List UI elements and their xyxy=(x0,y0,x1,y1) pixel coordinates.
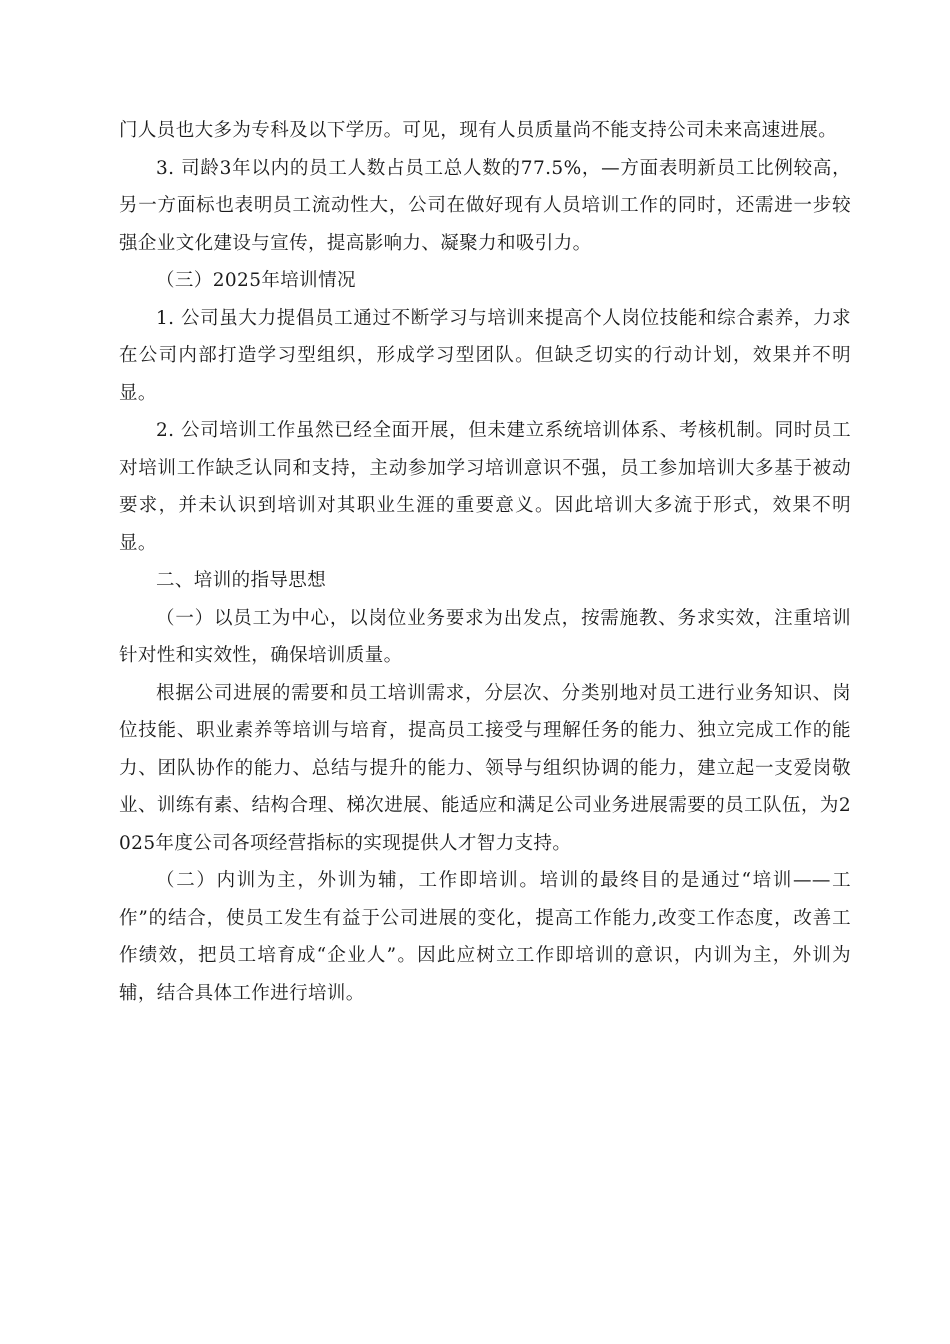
paragraph-subsection-1: （一）以员工为中心，以岗位业务要求为出发点，按需施教、务求实效，注重培训针对性和实效性，确保培训质量。 xyxy=(119,607,851,666)
paragraph-staff-education: 门人员也大多为专科及以下学历。可见，现有人员质量尚不能支持公司未来高速进展。 xyxy=(119,120,838,141)
paragraph-development-needs: 根据公司进展的需要和员工培训需求，分层次、分类别地对员工进行业务知识、岗位技能、职业素养等培训与培育，提高员工接受与理解任务的能力、独立完成工作的能力、团队协作的能力、总结与提升的能力、领导与组织协调的能力，建立起一支爱岗敬业、训练有素、结构合理、梯次进展、能适应和满足公司业务进展需要的员工队伍，为2025年度公司各项经营指标的实现提供人才智力支持。 xyxy=(119,682,851,854)
paragraph-subsection-2: （二）内训为主，外训为辅，工作即培训。培训的最终目的是通过“培训——工作”的结合，使员工发生有益于公司进展的变化，提高工作能力,改变工作态度，改善工作绩效，把员工培育成“企业人”。因此应树立工作即培训的意识，内训为主，外训为辅，结合具体工作进行培训。 xyxy=(119,870,851,1004)
section-heading-2025-training: （三）2025年培训情况 xyxy=(156,270,356,291)
document-body xyxy=(119,112,851,1012)
paragraph-point-2-system: 2. 公司培训工作虽然已经全面开展，但未建立系统培训体系、考核机制。同时员工对培训工作缺乏认同和支持，主动参加学习培训意识不强，员工参加培训大多基于被动要求，并未认识到培训对其职业生涯的重要意义。因此培训大多流于形式，效果不明显。 xyxy=(119,420,851,554)
section-heading-guiding-ideas: 二、培训的指导思想 xyxy=(156,570,327,591)
paragraph-point-3-tenure: 3. 司龄3年以内的员工人数占员工总人数的77.5%，—方面表明新员工比例较高，另一方面标也表明员工流动性大，公司在做好现有人员培训工作的同时，还需进一步较强企业文化建设与宣传，提高影响力、凝聚力和吸引力。 xyxy=(119,157,851,254)
paragraph-point-1-learning: 1. 公司虽大力提倡员工通过不断学习与培训来提高个人岗位技能和综合素养，力求在公司内部打造学习型组织，形成学习型团队。但缺乏切实的行动计划，效果并不明显。 xyxy=(119,307,851,404)
